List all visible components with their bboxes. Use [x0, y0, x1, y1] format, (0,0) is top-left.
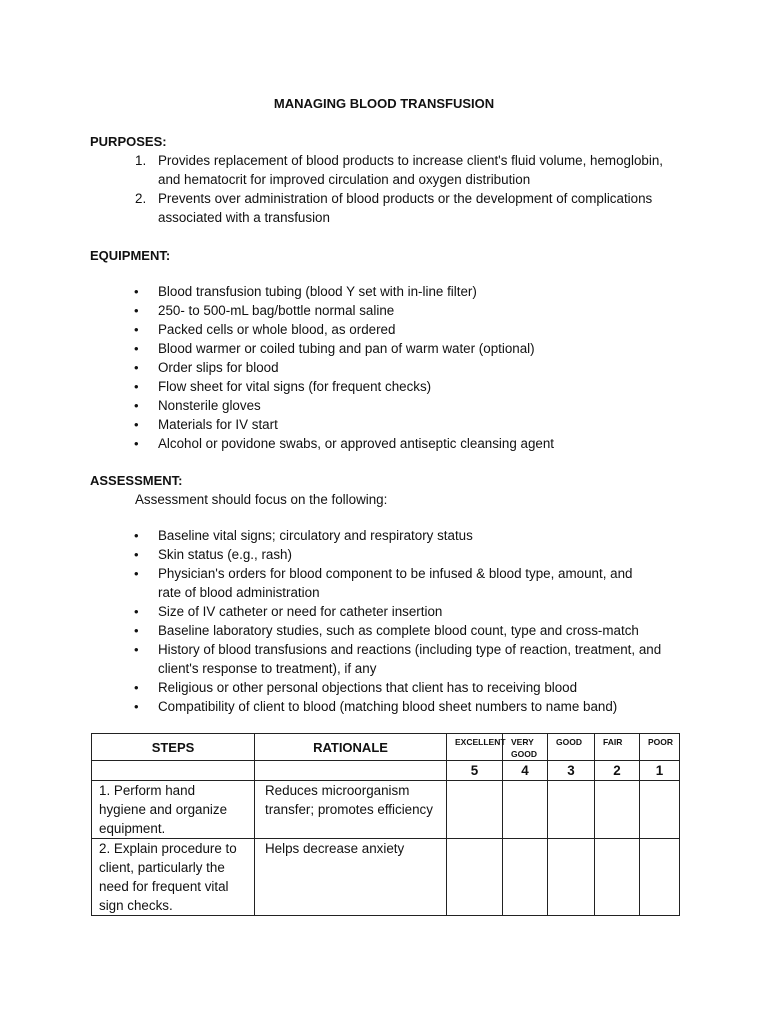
list-item: [133, 282, 693, 301]
bullet-icon: •: [134, 379, 139, 394]
list-item: [133, 301, 693, 320]
assessment-item-text: Religious or other personal objections that client has to receiving blood: [158, 680, 578, 695]
bullet-icon: •: [134, 604, 139, 619]
rating-header-excellent: EXCELLENT: [447, 734, 503, 761]
rating-cell-very-good[interactable]: [503, 839, 548, 916]
assessment-item-text: Skin status (e.g., rash): [158, 547, 292, 562]
bullet-icon: •: [134, 284, 139, 299]
list-item: [133, 526, 693, 545]
rating-cell-excellent[interactable]: [447, 839, 503, 916]
purposes-list: [133, 151, 673, 227]
list-item: [133, 621, 693, 640]
bullet-icon: •: [134, 528, 139, 543]
equipment-item-text: Blood transfusion tubing (blood Y set with in-line filter): [158, 284, 477, 299]
rating-header-good: GOOD: [548, 734, 595, 761]
rating-cell-fair[interactable]: [595, 781, 640, 839]
bullet-icon: •: [134, 322, 139, 337]
bullet-icon: •: [134, 360, 139, 375]
rating-cell-good[interactable]: [548, 839, 595, 916]
rating-header-fair: FAIR: [595, 734, 640, 761]
document-title: MANAGING BLOOD TRANSFUSION: [273, 96, 495, 111]
equipment-item-text: Alcohol or povidone swabs, or approved antiseptic cleansing agent: [158, 436, 555, 451]
rationale-header: RATIONALE: [255, 734, 447, 761]
equipment-item-text: Order slips for blood: [158, 360, 279, 375]
purpose-number: 1.: [135, 153, 147, 168]
bullet-icon: •: [134, 303, 139, 318]
bullet-icon: •: [134, 398, 139, 413]
list-item: [133, 377, 693, 396]
bullet-icon: •: [134, 623, 139, 638]
list-item: [133, 339, 693, 358]
rating-cell-good[interactable]: [548, 781, 595, 839]
purpose-number: 2.: [135, 191, 147, 206]
bullet-icon: •: [134, 436, 139, 451]
score-1: 1: [640, 761, 680, 781]
equipment-item-text: Materials for IV start: [158, 417, 278, 432]
score-5: 5: [447, 761, 503, 781]
bullet-icon: •: [134, 699, 139, 714]
assessment-item-text: Physician's orders for blood component to be infused & blood type, amount, and rate of blood administration: [158, 566, 633, 600]
list-item: [133, 358, 693, 377]
assessment-list: [133, 526, 693, 716]
bullet-icon: •: [134, 547, 139, 562]
list-item: [133, 678, 693, 697]
rating-cell-fair[interactable]: [595, 839, 640, 916]
list-item: [133, 640, 668, 678]
bullet-icon: •: [134, 566, 139, 581]
assessment-heading: ASSESSMENT:: [90, 473, 183, 488]
score-4: 4: [503, 761, 548, 781]
bullet-icon: •: [134, 642, 139, 657]
score-3: 3: [548, 761, 595, 781]
bullet-icon: •: [134, 417, 139, 432]
list-item: [133, 545, 693, 564]
rating-header-poor: POOR: [640, 734, 680, 761]
empty-cell: [92, 761, 255, 781]
purpose-text: Provides replacement of blood products to increase client's fluid volume, hemoglobin, and hematocrit for improved circulation and oxygen distribution: [158, 153, 663, 187]
score-2: 2: [595, 761, 640, 781]
step-cell: 1. Perform hand hygiene and organize equipment.: [92, 781, 255, 839]
equipment-item-text: Packed cells or whole blood, as ordered: [158, 322, 396, 337]
equipment-item-text: 250- to 500-mL bag/bottle normal saline: [158, 303, 395, 318]
list-item: [133, 434, 693, 453]
table-row: [92, 839, 680, 916]
assessment-item-text: Compatibility of client to blood (matching blood sheet numbers to name band): [158, 699, 618, 714]
assessment-item-text: Baseline vital signs; circulatory and respiratory status: [158, 528, 473, 543]
assessment-item-text: Size of IV catheter or need for catheter insertion: [158, 604, 443, 619]
assessment-item-text: Baseline laboratory studies, such as complete blood count, type and cross-match: [158, 623, 639, 638]
table-row: [92, 781, 680, 839]
assessment-item-text: History of blood transfusions and reactions (including type of reaction, treatment, and client's response to treatment), if any: [158, 642, 662, 676]
rating-cell-excellent[interactable]: [447, 781, 503, 839]
equipment-item-text: Flow sheet for vital signs (for frequent checks): [158, 379, 432, 394]
empty-cell: [255, 761, 447, 781]
equipment-item-text: Blood warmer or coiled tubing and pan of warm water (optional): [158, 341, 535, 356]
step-cell: 2. Explain procedure to client, particularly the need for frequent vital sign checks.: [92, 839, 255, 916]
list-item: [133, 320, 693, 339]
assessment-intro: Assessment should focus on the following:: [135, 492, 388, 507]
score-row: [92, 761, 680, 781]
table-header-row: [92, 734, 680, 761]
list-item: [133, 564, 658, 602]
list-item: [133, 396, 693, 415]
list-item: [133, 415, 693, 434]
bullet-icon: •: [134, 680, 139, 695]
rating-header-very-good: VERY GOOD: [503, 734, 548, 761]
rating-cell-poor[interactable]: [640, 781, 680, 839]
rubric-table: [91, 733, 680, 916]
rationale-cell: Reduces microorganism transfer; promotes efficiency: [255, 781, 447, 839]
steps-header: STEPS: [92, 734, 255, 761]
rating-cell-poor[interactable]: [640, 839, 680, 916]
bullet-icon: •: [134, 341, 139, 356]
equipment-item-text: Nonsterile gloves: [158, 398, 261, 413]
purposes-heading: PURPOSES:: [90, 134, 167, 149]
list-item: [133, 697, 693, 716]
rationale-cell: Helps decrease anxiety: [255, 839, 447, 916]
purpose-item: [133, 151, 673, 189]
equipment-list: [133, 282, 693, 453]
equipment-heading: EQUIPMENT:: [90, 248, 171, 263]
rating-cell-very-good[interactable]: [503, 781, 548, 839]
list-item: [133, 602, 693, 621]
purpose-item: [133, 189, 673, 227]
purpose-text: Prevents over administration of blood products or the development of complications associated with a transfusion: [158, 191, 653, 225]
